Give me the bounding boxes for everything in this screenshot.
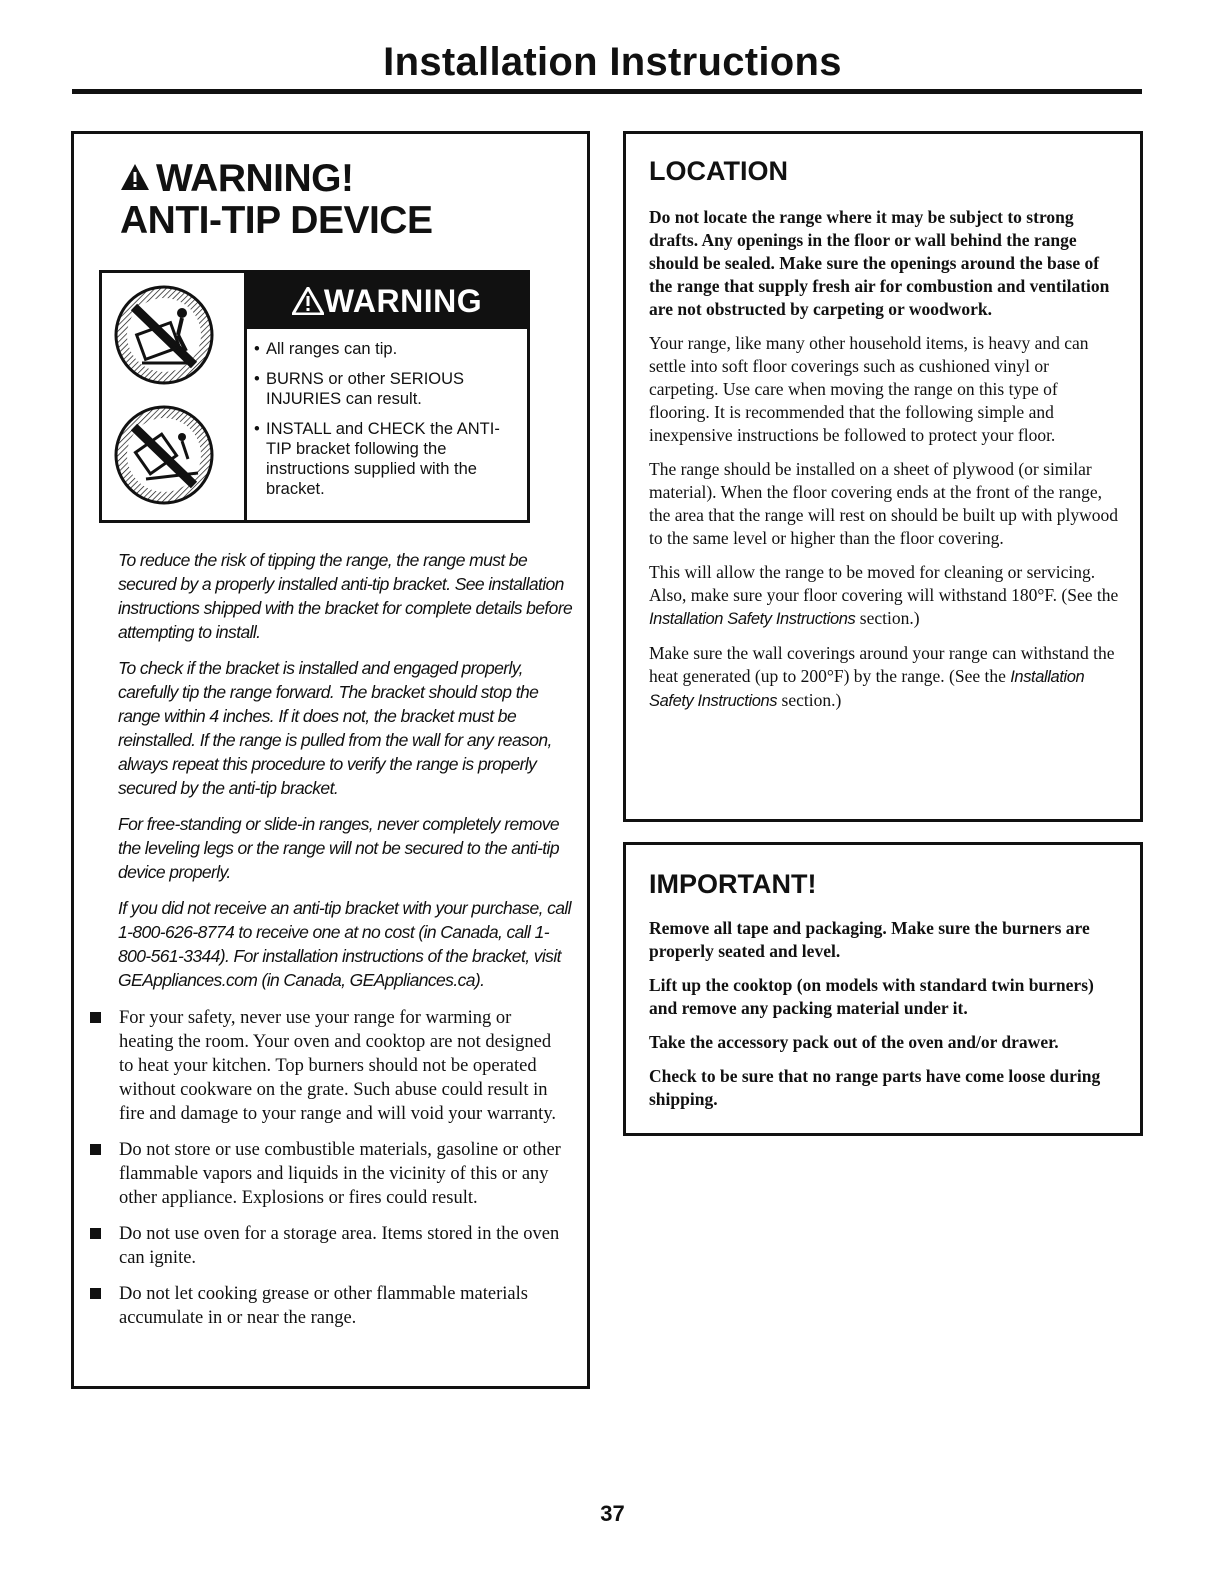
location-paragraph: Your range, like many other household items, is heavy and can settle into soft floor coverings such as cushioned vinyl or carpeting. Use care when moving the range on this type of flooring. It is recommended that the following simple and inexpensive instructions be followed to protect your floor.	[649, 333, 1089, 445]
warning-label-item: • INSTALL and CHECK the ANTI-TIP bracket following the instructions supplied with the bracket.	[254, 419, 524, 499]
safety-bullet: Do not let cooking grease or other flammable materials accumulate in or near the range.	[90, 1282, 570, 1330]
important-item: Take the accessory pack out of the oven and/or drawer.	[649, 1032, 1059, 1052]
warning-label-item: • BURNS or other SERIOUS INJURIES can result.	[254, 369, 524, 409]
important-body	[649, 917, 1119, 1122]
location-section	[623, 131, 1143, 822]
location-body	[649, 206, 1119, 724]
tip-hazard-icons	[102, 273, 247, 520]
warning-label-list	[254, 339, 524, 509]
anti-tip-italic-text	[118, 548, 578, 1004]
warning-heading: WARNING!	[156, 157, 354, 200]
important-heading: IMPORTANT!	[649, 869, 817, 899]
warning-label-item: • All ranges can tip.	[254, 339, 524, 359]
tip-over-hazard-icon	[102, 273, 244, 520]
location-bold-paragraph: Do not locate the range where it may be subject to strong drafts. Any openings in the floor or wall behind the range should be sealed. Make sure the openings around the base of the range that supply fresh air for combustion and ventilation are not obstructed by carpeting or woodwork.	[649, 207, 1110, 319]
important-item: Lift up the cooktop (on models with standard twin burners) and remove any packing material under it.	[649, 975, 1094, 1018]
square-bullet-icon	[90, 1012, 101, 1023]
important-section	[623, 842, 1143, 1136]
anti-tip-device-heading: ANTI-TIP DEVICE	[120, 199, 433, 242]
italic-paragraph: To check if the bracket is installed and engaged properly, carefully tip the range forward. The bracket should stop the range within 4 inches. If it does not, the bracket must be reinstalled. If the range is pulled from the wall for any reason, always repeat this procedure to verify the range is properly secured by the anti-tip bracket.	[118, 658, 552, 798]
important-item: Remove all tape and packaging. Make sure the burners are properly seated and level.	[649, 918, 1090, 961]
safety-bullet: Do not store or use combustible materials, gasoline or other flammable vapors and liquids in the vicinity of this or any other appliance. Explosions or fires could result.	[90, 1138, 570, 1210]
safety-bullet: Do not use oven for a storage area. Items stored in the oven can ignite.	[90, 1222, 570, 1270]
warning-banner	[247, 273, 527, 329]
warning-triangle-icon	[120, 158, 156, 200]
safety-instructions-reference: Installation Safety Instructions	[649, 668, 1085, 710]
location-paragraph: This will allow the range to be moved for cleaning or servicing. Also, make sure your floor covering will withstand 180°F. (See the Installation Safety Instructions section.)	[649, 562, 1119, 628]
location-paragraph: Make sure the wall coverings around your range can withstand the heat generated (up to 200°F) by the range. (See the Installation Safety Instructions section.)	[649, 643, 1115, 710]
location-heading: LOCATION	[649, 156, 788, 186]
warning-banner-text: WARNING	[323, 283, 483, 319]
title-rule	[72, 89, 1142, 94]
safety-bullet-list	[90, 1006, 570, 1342]
safety-instructions-reference: Installation Safety Instructions	[649, 610, 856, 628]
square-bullet-icon	[90, 1288, 101, 1299]
warning-banner-triangle-icon	[292, 287, 324, 315]
safety-bullet: For your safety, never use your range for warming or heating the room. Your oven and cooktop are not designed to heat your kitchen. Top burners should not be operated without cookware on the grate. Such abuse could result in fire and damage to your range and will void your warranty.	[90, 1006, 570, 1126]
italic-paragraph: For free-standing or slide-in ranges, never completely remove the leveling legs or the range will not be secured to the anti-tip device properly.	[118, 814, 559, 882]
italic-paragraph: If you did not receive an anti-tip bracket with your purchase, call 1-800-626-8774 to receive one at no cost (in Canada, call 1-800-561-3344). For installation instructions of the bracket, visit GEAppliances.com (in Canada, GEAppliances.ca).	[118, 898, 571, 990]
anti-tip-heading	[120, 158, 432, 242]
square-bullet-icon	[90, 1228, 101, 1239]
anti-tip-section	[71, 131, 590, 1389]
important-item: Check to be sure that no range parts have come loose during shipping.	[649, 1066, 1101, 1109]
italic-paragraph: To reduce the risk of tipping the range, the range must be secured by a properly installed anti-tip bracket. See installation instructions shipped with the bracket for complete details before attempting to install.	[118, 550, 573, 642]
page-title: Installation Instructions	[383, 40, 842, 84]
square-bullet-icon	[90, 1144, 101, 1155]
location-paragraph: The range should be installed on a sheet of plywood (or similar material). When the floor covering ends at the front of the range, the area that the range will rest on should be built up with plywood to the same level or higher than the floor covering.	[649, 459, 1118, 548]
page-number: 37	[600, 1501, 625, 1526]
warning-label	[99, 270, 530, 523]
